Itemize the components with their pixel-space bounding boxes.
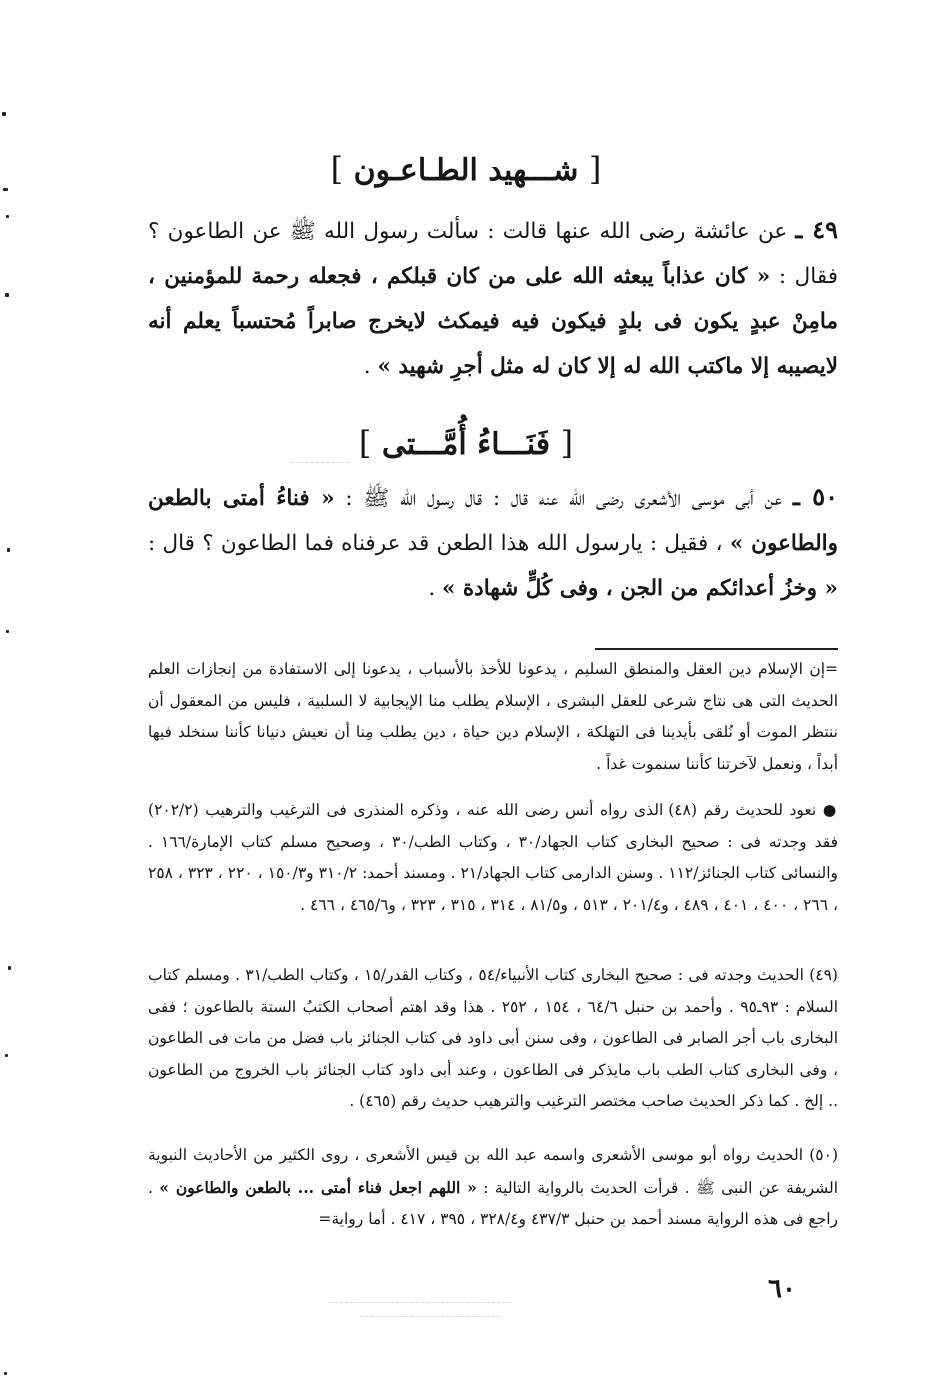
section-heading-text: فَنَـــاءُ أُمَّـــتى (381, 427, 551, 462)
hadith-number: ٤٩ ـ (795, 215, 838, 244)
section-heading-text: شـــهيد الطـاعـون (353, 153, 579, 188)
footnote-continuation: =إن الإسلام دين العقل والمنطق السليم ، يدعونا للأخذ بالأسباب ، يدعونا إلى الاستفادة من إنجازات العلم الحديث التى هى نتاج شرعى للعقل البشرى ، الإسلام يطلب منا الإيجابية لا السلبية ، فليس من المعقول أن ننتظر الموت أو نُلقى بأيدينا فى التهلكة ، الإسلام دين حياة ، دين يطلب مِنا أن نعيش دنيانا كأننا سنخلد فيها أبداً ، ونعمل لآخرتنا كأننا سنموت غداً . (148, 660, 838, 773)
hadith-intro: عن عائشة رضى الله عنها قالت : سألت رسول الله ﷺ عن الطاعون ؟ فقال : (148, 219, 839, 289)
scan-speck (2, 112, 6, 116)
hadith-end: . (428, 576, 442, 601)
bracket-close: ] (358, 424, 372, 462)
hadith-end: . (363, 354, 378, 379)
page-number: ٦٠ (768, 1274, 796, 1304)
hadith-middle: ، فقيل : يارسول الله هذا الطعن قد عرفناه فما الطاعون ؟ قال : (148, 531, 723, 556)
hadith-quote: « وخزُ أعدائكم من الجن ، وفى كُلٍّ شهادة » (441, 576, 838, 601)
footnote-text-end: . راجع فى هذه الرواية مسند أحمد بن حنبل ٤٣٧/٣ و٣٢٨/٤ ، ٣٩٥ ، ٤١٧ . أما رواية= (148, 1178, 838, 1228)
footnote-divider (595, 648, 838, 650)
scan-speck (3, 188, 8, 191)
footnote-quote: « اللهم اجعل فناء أمتى ... بالطعن والطاعون » (159, 1177, 477, 1197)
scan-speck (5, 1054, 8, 1057)
scan-speck (6, 215, 9, 218)
scan-speck (5, 293, 9, 297)
hadith-paragraph-49 (148, 207, 838, 389)
scan-streak (330, 1302, 510, 1303)
hadith-intro: عن أبى موسى الأشعرى رضى الله عنه قال : قال رسول الله ﷺ : (345, 486, 783, 511)
bracket-open: [ (588, 150, 602, 188)
scan-speck (7, 548, 10, 552)
scan-speck (4, 1372, 7, 1375)
hadith-paragraph-50 (148, 474, 838, 611)
scan-streak (290, 462, 350, 463)
footnote-text: (٥٠) الحديث رواه أبو موسى الأشعرى واسمه عبد الله بن قيس الأشعرى ، روى الكثير من الأحاديث النبوية الشريفة عن النبى ﷺ . قرأت الحديث بالرواية التالية : (148, 1146, 839, 1197)
footnote-48: ● نعود للحديث رقم (٤٨) الذى رواه أنس رضى الله عنه ، وذكره المنذرى فى الترغيب والترهيب (٢٠٢/٢) فقد وجدته فى : صحيح البخارى كتاب الجهاد/٣٠ ، وكتاب الطب/٣٠ ، وصحيح مسلم كتاب الإمارة/١٦٦ . والنسائى كتاب الجنائز/١١٢ . وسنن الدارمى كتاب الجهاد/٢١ . ومسند أحمد: ٣١٠/٢ و١٥٠/٣ ، ٢٢٠ ، ٣٢٣ ، ٢٥٨ ، ٢٦٦ ، ٤٠٠ ، ٤٠١ ، ٤٨٩ ، و٢٠١/٤ ، ٥١٣ ، و٨١/٥ ، ٣١٤ ، ٣١٥ ، ٣٢٣ ، و٤٦٥/٦ ، ٤٦٦ . (148, 801, 839, 914)
hadith-quote: « كان عذاباً يبعثه الله على من كان قبلكم ، فجعله رحمة للمؤمنين ، مامِنْ عبدٍ يكون فى بلدٍ فيكون فيه فيمكث لايخرج صابراً مُحتسباً يعلم أنه لايصيبه إلا ماكتب الله له إلا كان له مثل أجرِ شهيد » (148, 264, 838, 379)
section-heading-nation-demise (0, 424, 932, 462)
footnote-49: (٤٩) الحديث وجدته فى : صحيح البخارى كتاب الأنبياء/٥٤ ، وكتاب القدر/١٥ ، وكتاب الطب/٣١ . ومسلم كتاب السلام : ٩٣ـ٩٥ . وأحمد بن حنبل ٦٤/٦ ، ١٥٤ ، ٢٥٢ . هذا وقد اهتم أصحاب الكتبُ الستة بالطاعون ؛ ففى البخارى باب أجر الصابر فى الطاعون ، وفى سنن أبى داود فى كتاب الجنائز باب فضل من مات فى الطاعون ، وفى البخارى كتاب الطب باب مايذكر فى الطاعون ، وعند أبى داود كتاب الجنائز باب الخروج من الطاعون .. إلخ . كما ذكر الحديث صاحب مختصر الترغيب والترهيب حديث رقم (٤٦٥) . (148, 966, 839, 1110)
hadith-number: ٥٠ ـ (792, 482, 838, 511)
scan-speck (8, 966, 11, 970)
footnote-50 (148, 1140, 838, 1236)
section-heading-plague-martyr (0, 150, 932, 188)
hadith-quote: « فناءُ أمتى بالطعن والطاعون » (148, 486, 838, 556)
bracket-close: ] (330, 150, 344, 188)
scan-speck (6, 630, 9, 633)
bracket-open: [ (560, 424, 574, 462)
scan-streak (360, 1316, 500, 1317)
